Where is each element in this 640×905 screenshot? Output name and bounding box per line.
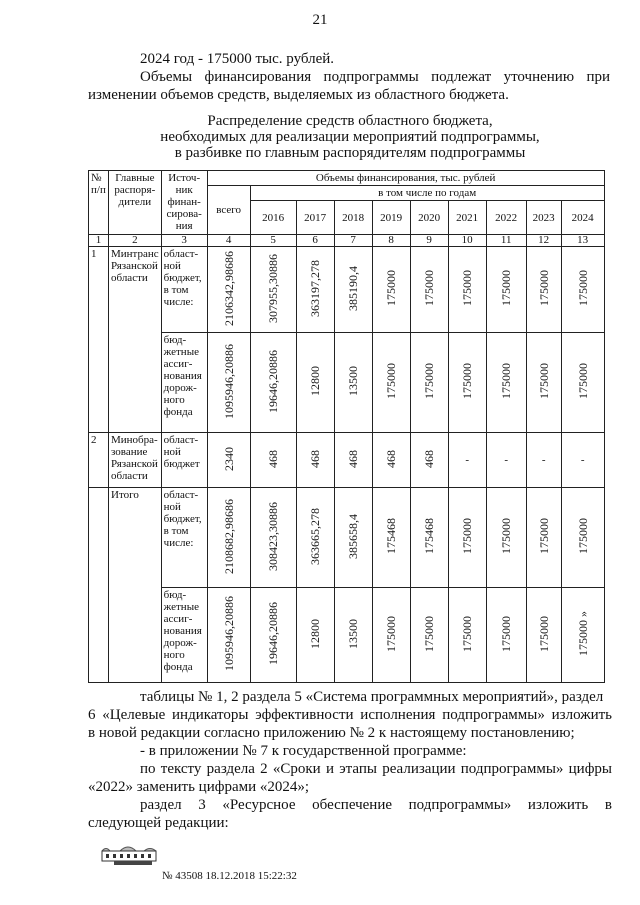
value-cell bbox=[207, 333, 250, 433]
value-text: 13500 bbox=[346, 366, 361, 396]
column-number: 4 bbox=[207, 235, 250, 247]
header-no: № п/п bbox=[89, 171, 109, 235]
intro-line: 2024 год - 175000 тыс. рублей. bbox=[140, 51, 335, 67]
header-year: 2024 bbox=[561, 201, 604, 235]
column-number: 9 bbox=[410, 235, 448, 247]
body-line: раздел 3 «Ресурсное обеспечение подпрограммы» изложить в bbox=[140, 797, 612, 813]
value-cell bbox=[410, 588, 448, 683]
value-text: 468 bbox=[422, 449, 437, 468]
value-cell bbox=[486, 247, 526, 333]
value-text: 175000 bbox=[460, 363, 475, 399]
value-cell bbox=[448, 488, 486, 588]
value-text: 175000 bbox=[422, 615, 437, 652]
value-text: 175000 bbox=[575, 270, 590, 306]
value-text: 1095946,20886 bbox=[221, 596, 236, 671]
value-text: 175468 bbox=[422, 518, 437, 554]
value-cell bbox=[250, 433, 296, 488]
value-cell bbox=[526, 488, 561, 588]
column-number: 11 bbox=[486, 235, 526, 247]
value-text: 19646,20886 bbox=[266, 349, 281, 413]
value-text: 385190,4 bbox=[346, 265, 361, 311]
header-year: 2019 bbox=[372, 201, 410, 235]
value-cell bbox=[296, 588, 334, 683]
body-line: «2022» заменить цифрами «2024»; bbox=[88, 779, 310, 795]
value-text: 175000 bbox=[422, 270, 437, 306]
value-cell bbox=[334, 333, 372, 433]
table-row bbox=[89, 588, 605, 683]
value-cell bbox=[296, 333, 334, 433]
value-cell bbox=[410, 488, 448, 588]
value-cell bbox=[448, 247, 486, 333]
header-year: 2017 bbox=[296, 201, 334, 235]
header-year: 2023 bbox=[526, 201, 561, 235]
value-text: 175000 bbox=[384, 270, 399, 306]
row-source: област-ной бюджет bbox=[161, 433, 207, 488]
value-cell bbox=[448, 333, 486, 433]
value-text: 468 bbox=[384, 449, 399, 468]
value-text: 175000 bbox=[499, 363, 514, 399]
value-text: 175000 bbox=[499, 518, 514, 554]
column-number: 10 bbox=[448, 235, 486, 247]
header-year: 2021 bbox=[448, 201, 486, 235]
value-text: 363665,278 bbox=[308, 507, 323, 565]
column-number: 5 bbox=[250, 235, 296, 247]
value-text: 468 bbox=[308, 449, 323, 468]
value-text: 175000 bbox=[384, 363, 399, 399]
column-number: 3 bbox=[161, 235, 207, 247]
value-text: 175000 bbox=[499, 615, 514, 652]
value-cell bbox=[296, 433, 334, 488]
value-cell bbox=[561, 488, 604, 588]
value-cell bbox=[561, 247, 604, 333]
value-cell bbox=[561, 333, 604, 433]
value-text: 175468 bbox=[384, 518, 399, 554]
header-year: 2022 bbox=[486, 201, 526, 235]
body-line: таблицы № 1, 2 раздела 5 «Система программных мероприятий», раздел bbox=[140, 689, 604, 705]
value-text: 2106342,98686 bbox=[221, 250, 236, 326]
value-cell bbox=[486, 488, 526, 588]
row-main: Минтранс Рязанской области bbox=[109, 247, 162, 433]
header-volume: Объемы финансирования, тыс. рублей bbox=[207, 171, 604, 186]
value-cell bbox=[410, 433, 448, 488]
page-number: 21 bbox=[312, 12, 328, 28]
value-text: - bbox=[580, 454, 585, 466]
column-number: 12 bbox=[526, 235, 561, 247]
value-cell bbox=[526, 588, 561, 683]
value-cell bbox=[410, 247, 448, 333]
value-cell bbox=[250, 333, 296, 433]
body-line: по тексту раздела 2 «Сроки и этапы реализации подпрограммы» цифры bbox=[140, 761, 612, 777]
row-main: Минобра-зование Рязанской области bbox=[109, 433, 162, 488]
value-cell bbox=[526, 333, 561, 433]
header-years-group: в том числе по годам bbox=[250, 186, 604, 201]
value-cell bbox=[334, 433, 372, 488]
value-cell bbox=[334, 488, 372, 588]
header-source: Источ-ник финан-сирова-ния bbox=[161, 171, 207, 235]
value-text: 1095946,20886 bbox=[221, 343, 236, 419]
value-text: 19646,20886 bbox=[266, 602, 281, 665]
row-source: бюд-жетные ассиг-нования дорож-ного фонда bbox=[161, 588, 207, 683]
value-cell bbox=[486, 588, 526, 683]
value-text: - bbox=[504, 454, 508, 466]
value-text: 307955,30886 bbox=[266, 253, 281, 323]
value-text: 175000 bbox=[536, 615, 551, 652]
registration-stamp: № 43508 18.12.2018 15:22:32 bbox=[162, 870, 297, 882]
value-cell bbox=[372, 588, 410, 683]
header-year: 2016 bbox=[250, 201, 296, 235]
value-cell bbox=[334, 588, 372, 683]
value-text: 385658,4 bbox=[346, 513, 361, 559]
value-text: 308423,30886 bbox=[266, 501, 281, 571]
value-text: 175000 » bbox=[575, 611, 590, 656]
value-cell bbox=[486, 433, 526, 488]
row-main: Итого bbox=[109, 488, 162, 683]
value-text: 175000 bbox=[460, 615, 475, 652]
value-cell bbox=[296, 247, 334, 333]
header-year: 2018 bbox=[334, 201, 372, 235]
value-text: 175000 bbox=[460, 518, 475, 554]
body-line: следующей редакции: bbox=[88, 815, 229, 831]
row-source: област-ной бюджет, в том числе: bbox=[161, 247, 207, 333]
column-number: 7 bbox=[334, 235, 372, 247]
funding-table bbox=[88, 170, 605, 683]
value-cell bbox=[526, 433, 561, 488]
table-row bbox=[89, 488, 605, 588]
building-stamp-icon bbox=[100, 843, 158, 867]
column-number: 8 bbox=[372, 235, 410, 247]
value-cell bbox=[372, 247, 410, 333]
row-source: бюд-жетные ассиг-нования дорож-ного фонда bbox=[161, 333, 207, 433]
intro-line: Объемы финансирования подпрограммы подлежат уточнению при bbox=[140, 69, 610, 85]
row-source: област-ной бюджет, в том числе: bbox=[161, 488, 207, 588]
value-text: 175000 bbox=[575, 363, 590, 399]
column-number: 1 bbox=[89, 235, 109, 247]
value-cell bbox=[250, 247, 296, 333]
value-cell bbox=[410, 333, 448, 433]
value-cell bbox=[486, 333, 526, 433]
value-text: 2108682,98686 bbox=[221, 498, 236, 574]
row-no bbox=[89, 488, 109, 683]
table-row bbox=[89, 333, 605, 433]
value-cell bbox=[561, 588, 604, 683]
value-text: 175000 bbox=[575, 518, 590, 554]
body-line: в новой редакции согласно приложению № 2 к настоящему постановлению; bbox=[88, 725, 575, 741]
body-line: 6 «Целевые индикаторы эффективности исполнения подпрограммы» изложить bbox=[88, 707, 612, 723]
value-text: 468 bbox=[266, 449, 281, 468]
table-row bbox=[89, 433, 605, 488]
column-number: 13 bbox=[561, 235, 604, 247]
value-cell bbox=[372, 333, 410, 433]
table-row bbox=[89, 247, 605, 333]
value-text: 12800 bbox=[308, 366, 323, 396]
body-line: - в приложении № 7 к государственной программе: bbox=[140, 743, 467, 759]
value-text: 175000 bbox=[384, 615, 399, 652]
header-main: Главные распоря-дители bbox=[109, 171, 162, 235]
value-cell bbox=[372, 433, 410, 488]
value-text: 175000 bbox=[536, 270, 551, 306]
value-cell bbox=[372, 488, 410, 588]
value-text: 175000 bbox=[422, 363, 437, 399]
row-no: 1 bbox=[89, 247, 109, 433]
header-year: 2020 bbox=[410, 201, 448, 235]
column-number: 2 bbox=[109, 235, 162, 247]
value-text: - bbox=[541, 454, 546, 466]
value-text: 13500 bbox=[346, 618, 361, 649]
table-title: в разбивке по главным распорядителям подпрограммы bbox=[174, 145, 526, 161]
value-cell bbox=[296, 488, 334, 588]
table-title: необходимых для реализации мероприятий подпрограммы, bbox=[160, 129, 540, 145]
value-text: 468 bbox=[346, 449, 361, 468]
value-cell bbox=[448, 433, 486, 488]
header-total: всего bbox=[207, 186, 250, 235]
value-text: 175000 bbox=[499, 270, 514, 306]
value-cell bbox=[207, 433, 250, 488]
table-title: Распределение средств областного бюджета, bbox=[207, 113, 493, 129]
value-cell bbox=[526, 247, 561, 333]
value-text: 2340 bbox=[221, 446, 236, 471]
row-no: 2 bbox=[89, 433, 109, 488]
value-cell bbox=[207, 588, 250, 683]
value-cell bbox=[334, 247, 372, 333]
value-text: 175000 bbox=[536, 363, 551, 399]
value-text: 12800 bbox=[308, 618, 323, 649]
value-text: 175000 bbox=[460, 270, 475, 306]
value-text: 175000 bbox=[536, 518, 551, 554]
column-number: 6 bbox=[296, 235, 334, 247]
value-cell bbox=[207, 247, 250, 333]
value-cell bbox=[207, 488, 250, 588]
intro-line: изменении объемов средств, выделяемых из областного бюджета. bbox=[88, 87, 509, 103]
value-cell bbox=[250, 588, 296, 683]
value-text: 363197,278 bbox=[308, 259, 323, 317]
value-cell bbox=[561, 433, 604, 488]
value-cell bbox=[448, 588, 486, 683]
value-cell bbox=[250, 488, 296, 588]
value-text: - bbox=[465, 454, 469, 466]
